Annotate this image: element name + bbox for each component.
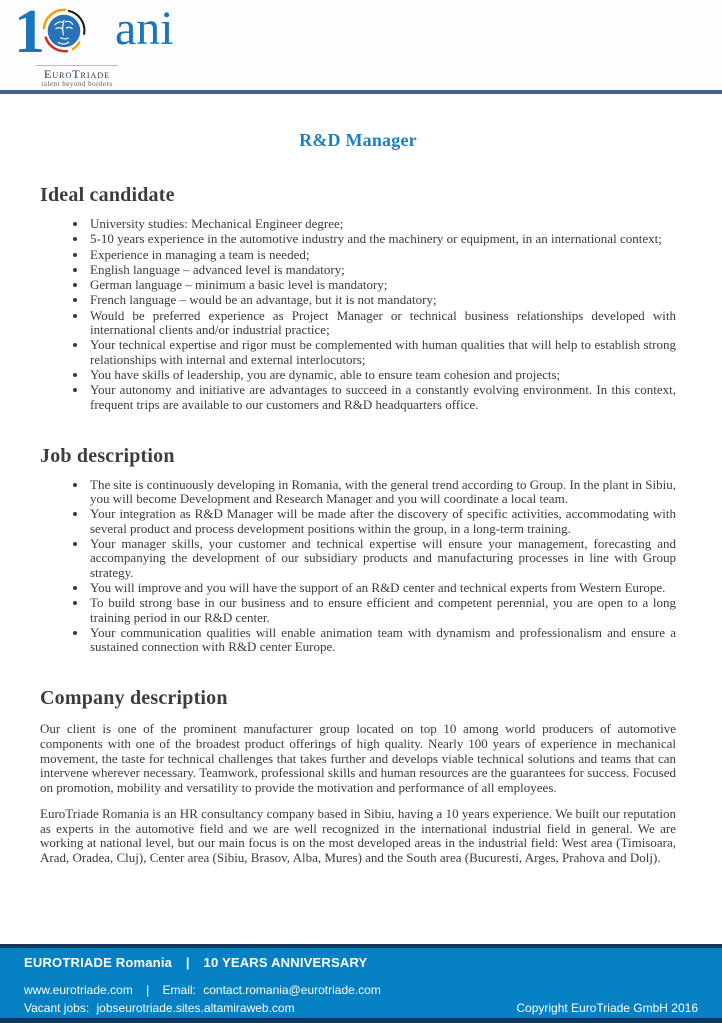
section-heading-company-description: Company description bbox=[40, 687, 228, 710]
footer-contact-separator: | bbox=[146, 983, 150, 997]
vacant-jobs-link[interactable]: jobseurotriade.sites.altamiraweb.com bbox=[96, 1001, 295, 1015]
ideal-candidate-bullet: • University studies: Mechanical Engineer degree; bbox=[88, 217, 676, 231]
job-description-bullet: • To build strong base in our business and to ensure efficient and competent perennial, you are open to a long training period in our R&D center. bbox=[88, 596, 676, 625]
ideal-candidate-bullet: • Would be preferred experience as Project Manager or technical business relationships developed with international clients and/or industrial practice; bbox=[88, 309, 676, 338]
footer-banner-company: EUROTRIADE Romania bbox=[24, 955, 173, 970]
email-label: Email: bbox=[162, 983, 196, 997]
ideal-candidate-bullet: • French language – would be an advantage, but it is not mandatory; bbox=[88, 293, 676, 307]
ideal-candidate-bullet: • 5-10 years experience in the automotive industry and the machinery or equipment, in an international context; bbox=[88, 232, 676, 246]
footer-banner-anniversary: 10 YEARS ANNIVERSARY bbox=[203, 955, 368, 970]
ideal-candidate-bullet: • Experience in managing a team is needed; bbox=[88, 248, 676, 262]
job-description-bullet: • Your manager skills, your customer and technical expertise will ensure your management, forecasting and accompanying the development of our subsidiary products and manufacturing processes in line with Group strategy. bbox=[88, 537, 676, 580]
company-paragraph: Our client is one of the prominent manufacturer group located on top 10 among world producers of automotive components with one of the broadest product offerings of high quality. Nearly 100 years of experience in mechanical movement, the taste for technical challenges that takes further and develops viable technical solutions and teams that can intervene wherever necessary. Teamwork, professional skills and human resources are the guarantees for success. Focused on promotion, mobility and versatility to provide the motivation and performance of all employees. bbox=[40, 721, 676, 795]
ideal-candidate-bullet: • English language – advanced level is mandatory; bbox=[88, 263, 676, 277]
section-heading-job-description: Job description bbox=[40, 444, 175, 467]
logo-face-globe-icon bbox=[41, 8, 87, 59]
job-description-bullet: • Your communication qualities will enable animation team with dynamism and professionalism and ensure a sustained connection with R&D center Europe. bbox=[88, 626, 676, 655]
job-description-bullet: • You will improve and you will have the support of an R&D center and technical experts from Western Europe. bbox=[88, 581, 676, 595]
company-paragraph: EuroTriade Romania is an HR consultancy company based in Sibiu, having a 10 years experience. We built our reputation as experts in the automotive field and we are well recognized in the international industrial field in general. We are working at national level, but our main focus is on the most developed areas in the industrial field: West area (Timisoara, Arad, Oradea, Cluj), Center area (Sibiu, Brasov, Alba, Mures) and the South area (Bucuresti, Arges, Prahova and Dolj). bbox=[40, 806, 676, 865]
eurotriade-logo bbox=[14, 0, 174, 88]
document-body bbox=[0, 130, 722, 865]
logo-number: 1 bbox=[14, 0, 43, 66]
footer-contact-row bbox=[0, 970, 722, 997]
footer-bottom-row bbox=[0, 997, 722, 1015]
job-description-bullet: • Your integration as R&D Manager will be made after the discovery of specific activities, accommodating with several product and process development positions within the group, in a long-term training. bbox=[88, 507, 676, 536]
company-description-paragraphs bbox=[40, 722, 676, 865]
website-link[interactable]: www.eurotriade.com bbox=[24, 983, 133, 997]
copyright-text: Copyright EuroTriade GmbH 2016 bbox=[516, 1001, 698, 1015]
footer-banner bbox=[0, 948, 722, 970]
ideal-candidate-bullet: • Your technical expertise and rigor must be complemented with human qualities that will help to establish strong relationships with internal and external interlocutors; bbox=[88, 338, 676, 367]
job-title: R&D Manager bbox=[299, 130, 417, 150]
logo-suffix: ani bbox=[115, 2, 174, 55]
page-footer bbox=[0, 944, 722, 1023]
ideal-candidate-bullet: • German language – minimum a basic level is mandatory; bbox=[88, 278, 676, 292]
ideal-candidate-bullet: • Your autonomy and initiative are advantages to succeed in a constantly evolving environment. In this context, frequent trips are available to our customers and R&D headquarters office. bbox=[88, 383, 676, 412]
logo-tagline: talent beyond borders bbox=[41, 80, 113, 88]
ideal-candidate-list bbox=[40, 217, 676, 412]
footer-banner-separator: | bbox=[185, 955, 190, 970]
email-link[interactable]: contact.romania@eurotriade.com bbox=[203, 983, 381, 997]
job-description-list bbox=[40, 478, 676, 655]
page-header bbox=[0, 0, 722, 94]
logo-company-name: EuroTriade bbox=[36, 65, 118, 82]
ideal-candidate-bullet: • You have skills of leadership, you are dynamic, able to ensure team cohesion and projects; bbox=[88, 368, 676, 382]
section-heading-ideal-candidate: Ideal candidate bbox=[40, 184, 175, 206]
job-description-bullet: • The site is continuously developing in Romania, with the general trend according to Group. In the plant in Sibiu, you will become Development and Research Manager and you will coordinate a local team. bbox=[88, 478, 676, 507]
vacant-jobs bbox=[24, 1001, 295, 1015]
vacant-jobs-label: Vacant jobs: bbox=[24, 1001, 90, 1015]
